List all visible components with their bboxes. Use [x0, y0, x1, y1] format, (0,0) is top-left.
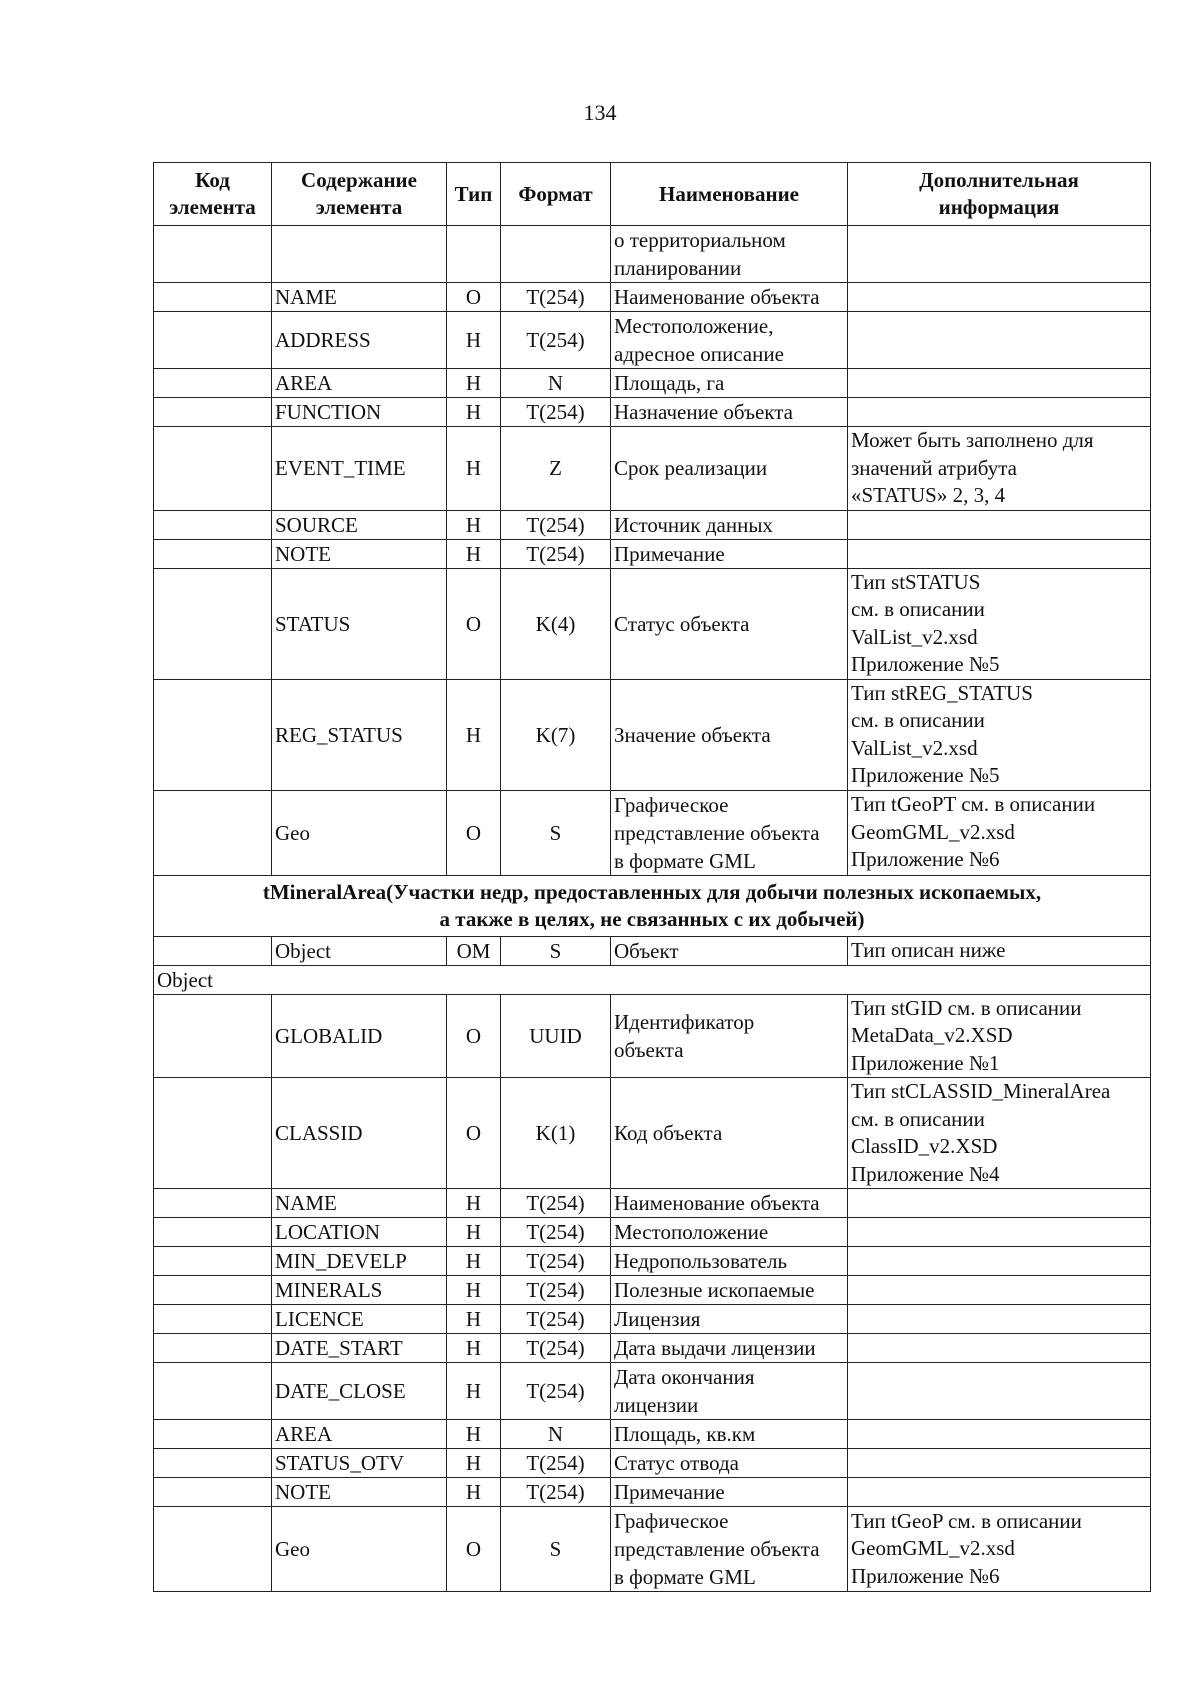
table-row — [154, 1507, 1151, 1592]
cell-code — [154, 1334, 272, 1363]
cell-code — [154, 790, 272, 875]
cell-code — [154, 679, 272, 790]
cell-additional: Тип stCLASSID_MineralArea см. в описании ClassID_v2.XSD Приложение №4 — [848, 1078, 1151, 1189]
cell-tip: Н — [447, 427, 501, 511]
cell-code — [154, 1478, 272, 1507]
cell-code — [154, 398, 272, 427]
section-header-row — [154, 875, 1151, 936]
cell-name: Примечание — [611, 1478, 848, 1507]
cell-name: Срок реализации — [611, 427, 848, 511]
cell-format: T(254) — [501, 1363, 611, 1420]
cell-additional: Тип stSTATUS см. в описании ValList_v2.xsd Приложение №5 — [848, 568, 1151, 679]
cell-additional — [848, 510, 1151, 539]
table-row — [154, 427, 1151, 511]
cell-additional: Может быть заполнено для значений атрибута «STATUS» 2, 3, 4 — [848, 427, 1151, 511]
cell-name: Площадь, кв.км — [611, 1420, 848, 1449]
section-title-line1: tMineralArea(Участки недр, предоставленных для добычи полезных ископаемых, — [262, 879, 1042, 904]
cell-additional: Тип tGeoPT см. в описании GeomGML_v2.xsd Приложение №6 — [848, 790, 1151, 875]
table-row — [154, 283, 1151, 312]
object-row-additional: Тип описан ниже — [848, 936, 1151, 965]
cell-tip: Н — [447, 398, 501, 427]
cell-tip: Н — [447, 539, 501, 568]
group1-body — [154, 226, 1151, 876]
object-row-code — [154, 936, 272, 965]
object-row-tip: ОМ — [447, 936, 501, 965]
cell-additional — [848, 1334, 1151, 1363]
cell-tip: О — [447, 790, 501, 875]
cell-content: ADDRESS — [272, 312, 447, 369]
cell-additional — [848, 369, 1151, 398]
cell-name: Недропользователь — [611, 1247, 848, 1276]
cell-name: Статус объекта — [611, 568, 848, 679]
cell-format: T(254) — [501, 398, 611, 427]
cell-name: Графическое представление объекта в формате GML — [611, 1507, 848, 1592]
cell-format: T(254) — [501, 1276, 611, 1305]
cell-tip: Н — [447, 1478, 501, 1507]
cell-additional — [848, 1420, 1151, 1449]
cell-content: MINERALS — [272, 1276, 447, 1305]
cell-code — [154, 283, 272, 312]
cell-additional — [848, 283, 1151, 312]
cell-tip: Н — [447, 1247, 501, 1276]
cell-format: Z — [501, 427, 611, 511]
cell-name: Графическое представление объекта в формате GML — [611, 790, 848, 875]
cell-name: Статус отвода — [611, 1449, 848, 1478]
header-tip: Тип — [447, 163, 501, 226]
cell-content — [272, 226, 447, 283]
cell-content: REG_STATUS — [272, 679, 447, 790]
cell-name: Лицензия — [611, 1305, 848, 1334]
cell-code — [154, 1449, 272, 1478]
cell-name: Источник данных — [611, 510, 848, 539]
cell-tip: Н — [447, 1334, 501, 1363]
cell-name: Местоположение — [611, 1218, 848, 1247]
cell-name: Полезные ископаемые — [611, 1276, 848, 1305]
table-row — [154, 1247, 1151, 1276]
cell-tip: Н — [447, 1305, 501, 1334]
table-row — [154, 510, 1151, 539]
cell-tip: О — [447, 994, 501, 1078]
table-row — [154, 539, 1151, 568]
cell-code — [154, 539, 272, 568]
cell-format: T(254) — [501, 1218, 611, 1247]
table-row — [154, 369, 1151, 398]
cell-additional — [848, 1478, 1151, 1507]
element-spec-table — [153, 162, 1151, 1592]
cell-content: DATE_START — [272, 1334, 447, 1363]
page-number: 134 — [583, 100, 617, 125]
table-row — [154, 1363, 1151, 1420]
cell-code — [154, 1363, 272, 1420]
cell-format: K(4) — [501, 568, 611, 679]
cell-content: EVENT_TIME — [272, 427, 447, 511]
cell-code — [154, 427, 272, 511]
table-row — [154, 1334, 1151, 1363]
cell-content: STATUS_OTV — [272, 1449, 447, 1478]
cell-name: Назначение объекта — [611, 398, 848, 427]
cell-code — [154, 1247, 272, 1276]
object-label-row — [154, 965, 1151, 994]
cell-format: S — [501, 1507, 611, 1592]
cell-format: N — [501, 369, 611, 398]
table-row — [154, 568, 1151, 679]
header-format: Формат — [501, 163, 611, 226]
cell-content: DATE_CLOSE — [272, 1363, 447, 1420]
cell-content: MIN_DEVELP — [272, 1247, 447, 1276]
cell-name: Дата выдачи лицензии — [611, 1334, 848, 1363]
cell-content: NAME — [272, 1189, 447, 1218]
cell-additional — [848, 1247, 1151, 1276]
cell-code — [154, 1420, 272, 1449]
cell-code — [154, 1276, 272, 1305]
cell-content: NAME — [272, 283, 447, 312]
cell-content: LOCATION — [272, 1218, 447, 1247]
cell-additional: Тип tGeoP см. в описании GeomGML_v2.xsd Приложение №6 — [848, 1507, 1151, 1592]
cell-content: STATUS — [272, 568, 447, 679]
cell-content: NOTE — [272, 539, 447, 568]
cell-code — [154, 510, 272, 539]
cell-format: K(7) — [501, 679, 611, 790]
cell-code — [154, 312, 272, 369]
cell-format: T(254) — [501, 283, 611, 312]
cell-tip: Н — [447, 1276, 501, 1305]
cell-tip: Н — [447, 1420, 501, 1449]
table-row — [154, 1305, 1151, 1334]
cell-name: Значение объекта — [611, 679, 848, 790]
cell-format: T(254) — [501, 312, 611, 369]
cell-code — [154, 369, 272, 398]
cell-format: T(254) — [501, 1305, 611, 1334]
cell-name: Код объекта — [611, 1078, 848, 1189]
cell-additional — [848, 312, 1151, 369]
cell-additional — [848, 226, 1151, 283]
cell-code — [154, 1189, 272, 1218]
cell-code — [154, 226, 272, 283]
cell-tip: О — [447, 1507, 501, 1592]
section-title-line2: а также в целях, не связанных с их добычей) — [439, 906, 865, 931]
cell-additional — [848, 1218, 1151, 1247]
object-row-name: Объект — [611, 936, 848, 965]
cell-content: Geo — [272, 1507, 447, 1592]
cell-format: T(254) — [501, 510, 611, 539]
table-row — [154, 1078, 1151, 1189]
table-row — [154, 1276, 1151, 1305]
table-row — [154, 679, 1151, 790]
cell-tip: Н — [447, 679, 501, 790]
cell-content: NOTE — [272, 1478, 447, 1507]
cell-tip: Н — [447, 1363, 501, 1420]
cell-format: K(1) — [501, 1078, 611, 1189]
cell-tip: О — [447, 283, 501, 312]
cell-code — [154, 1078, 272, 1189]
table-row — [154, 312, 1151, 369]
cell-additional — [848, 1189, 1151, 1218]
object-row — [154, 936, 1151, 965]
section-title — [154, 875, 1151, 936]
table-row — [154, 1218, 1151, 1247]
table-row — [154, 398, 1151, 427]
cell-name: Идентификатор объекта — [611, 994, 848, 1078]
cell-format: T(254) — [501, 539, 611, 568]
cell-tip: Н — [447, 312, 501, 369]
table-row — [154, 1478, 1151, 1507]
cell-content: FUNCTION — [272, 398, 447, 427]
header-content: Содержание элемента — [272, 163, 447, 226]
cell-additional — [848, 1305, 1151, 1334]
cell-name: Площадь, га — [611, 369, 848, 398]
object-row-content: Object — [272, 936, 447, 965]
cell-name: Наименование объекта — [611, 283, 848, 312]
cell-name: Дата окончания лицензии — [611, 1363, 848, 1420]
cell-format — [501, 226, 611, 283]
cell-code — [154, 1218, 272, 1247]
cell-name: о территориальном планировании — [611, 226, 848, 283]
table-row — [154, 1420, 1151, 1449]
cell-tip — [447, 226, 501, 283]
table-row — [154, 226, 1151, 283]
cell-content: GLOBALID — [272, 994, 447, 1078]
table-row — [154, 790, 1151, 875]
header-additional: Дополнительная информация — [848, 163, 1151, 226]
cell-format: N — [501, 1420, 611, 1449]
object-row-format: S — [501, 936, 611, 965]
cell-additional — [848, 1363, 1151, 1420]
cell-name: Наименование объекта — [611, 1189, 848, 1218]
cell-content: AREA — [272, 369, 447, 398]
cell-content: CLASSID — [272, 1078, 447, 1189]
cell-code — [154, 994, 272, 1078]
cell-tip: Н — [447, 1449, 501, 1478]
cell-format: T(254) — [501, 1334, 611, 1363]
cell-format: UUID — [501, 994, 611, 1078]
cell-tip: О — [447, 568, 501, 679]
cell-format: T(254) — [501, 1189, 611, 1218]
cell-tip: О — [447, 1078, 501, 1189]
cell-additional — [848, 398, 1151, 427]
cell-format: T(254) — [501, 1247, 611, 1276]
cell-tip: Н — [447, 1189, 501, 1218]
cell-additional: Тип stREG_STATUS см. в описании ValList_v2.xsd Приложение №5 — [848, 679, 1151, 790]
cell-additional — [848, 539, 1151, 568]
cell-content: LICENCE — [272, 1305, 447, 1334]
header-code: Код элемента — [154, 163, 272, 226]
cell-code — [154, 568, 272, 679]
cell-tip: Н — [447, 369, 501, 398]
cell-content: AREA — [272, 1420, 447, 1449]
cell-additional — [848, 1449, 1151, 1478]
group2-body — [154, 994, 1151, 1592]
cell-format: T(254) — [501, 1478, 611, 1507]
cell-format: S — [501, 790, 611, 875]
cell-code — [154, 1507, 272, 1592]
table-row — [154, 1449, 1151, 1478]
cell-name: Местоположение, адресное описание — [611, 312, 848, 369]
section-body — [154, 875, 1151, 994]
cell-tip: Н — [447, 1218, 501, 1247]
cell-content: Geo — [272, 790, 447, 875]
cell-content: SOURCE — [272, 510, 447, 539]
table-row — [154, 994, 1151, 1078]
object-label: Object — [154, 965, 1151, 994]
table-header-row — [154, 163, 1151, 226]
cell-additional: Тип stGID см. в описании MetaData_v2.XSD Приложение №1 — [848, 994, 1151, 1078]
cell-format: T(254) — [501, 1449, 611, 1478]
cell-code — [154, 1305, 272, 1334]
cell-name: Примечание — [611, 539, 848, 568]
cell-additional — [848, 1276, 1151, 1305]
header-name: Наименование — [611, 163, 848, 226]
cell-tip: Н — [447, 510, 501, 539]
table-row — [154, 1189, 1151, 1218]
